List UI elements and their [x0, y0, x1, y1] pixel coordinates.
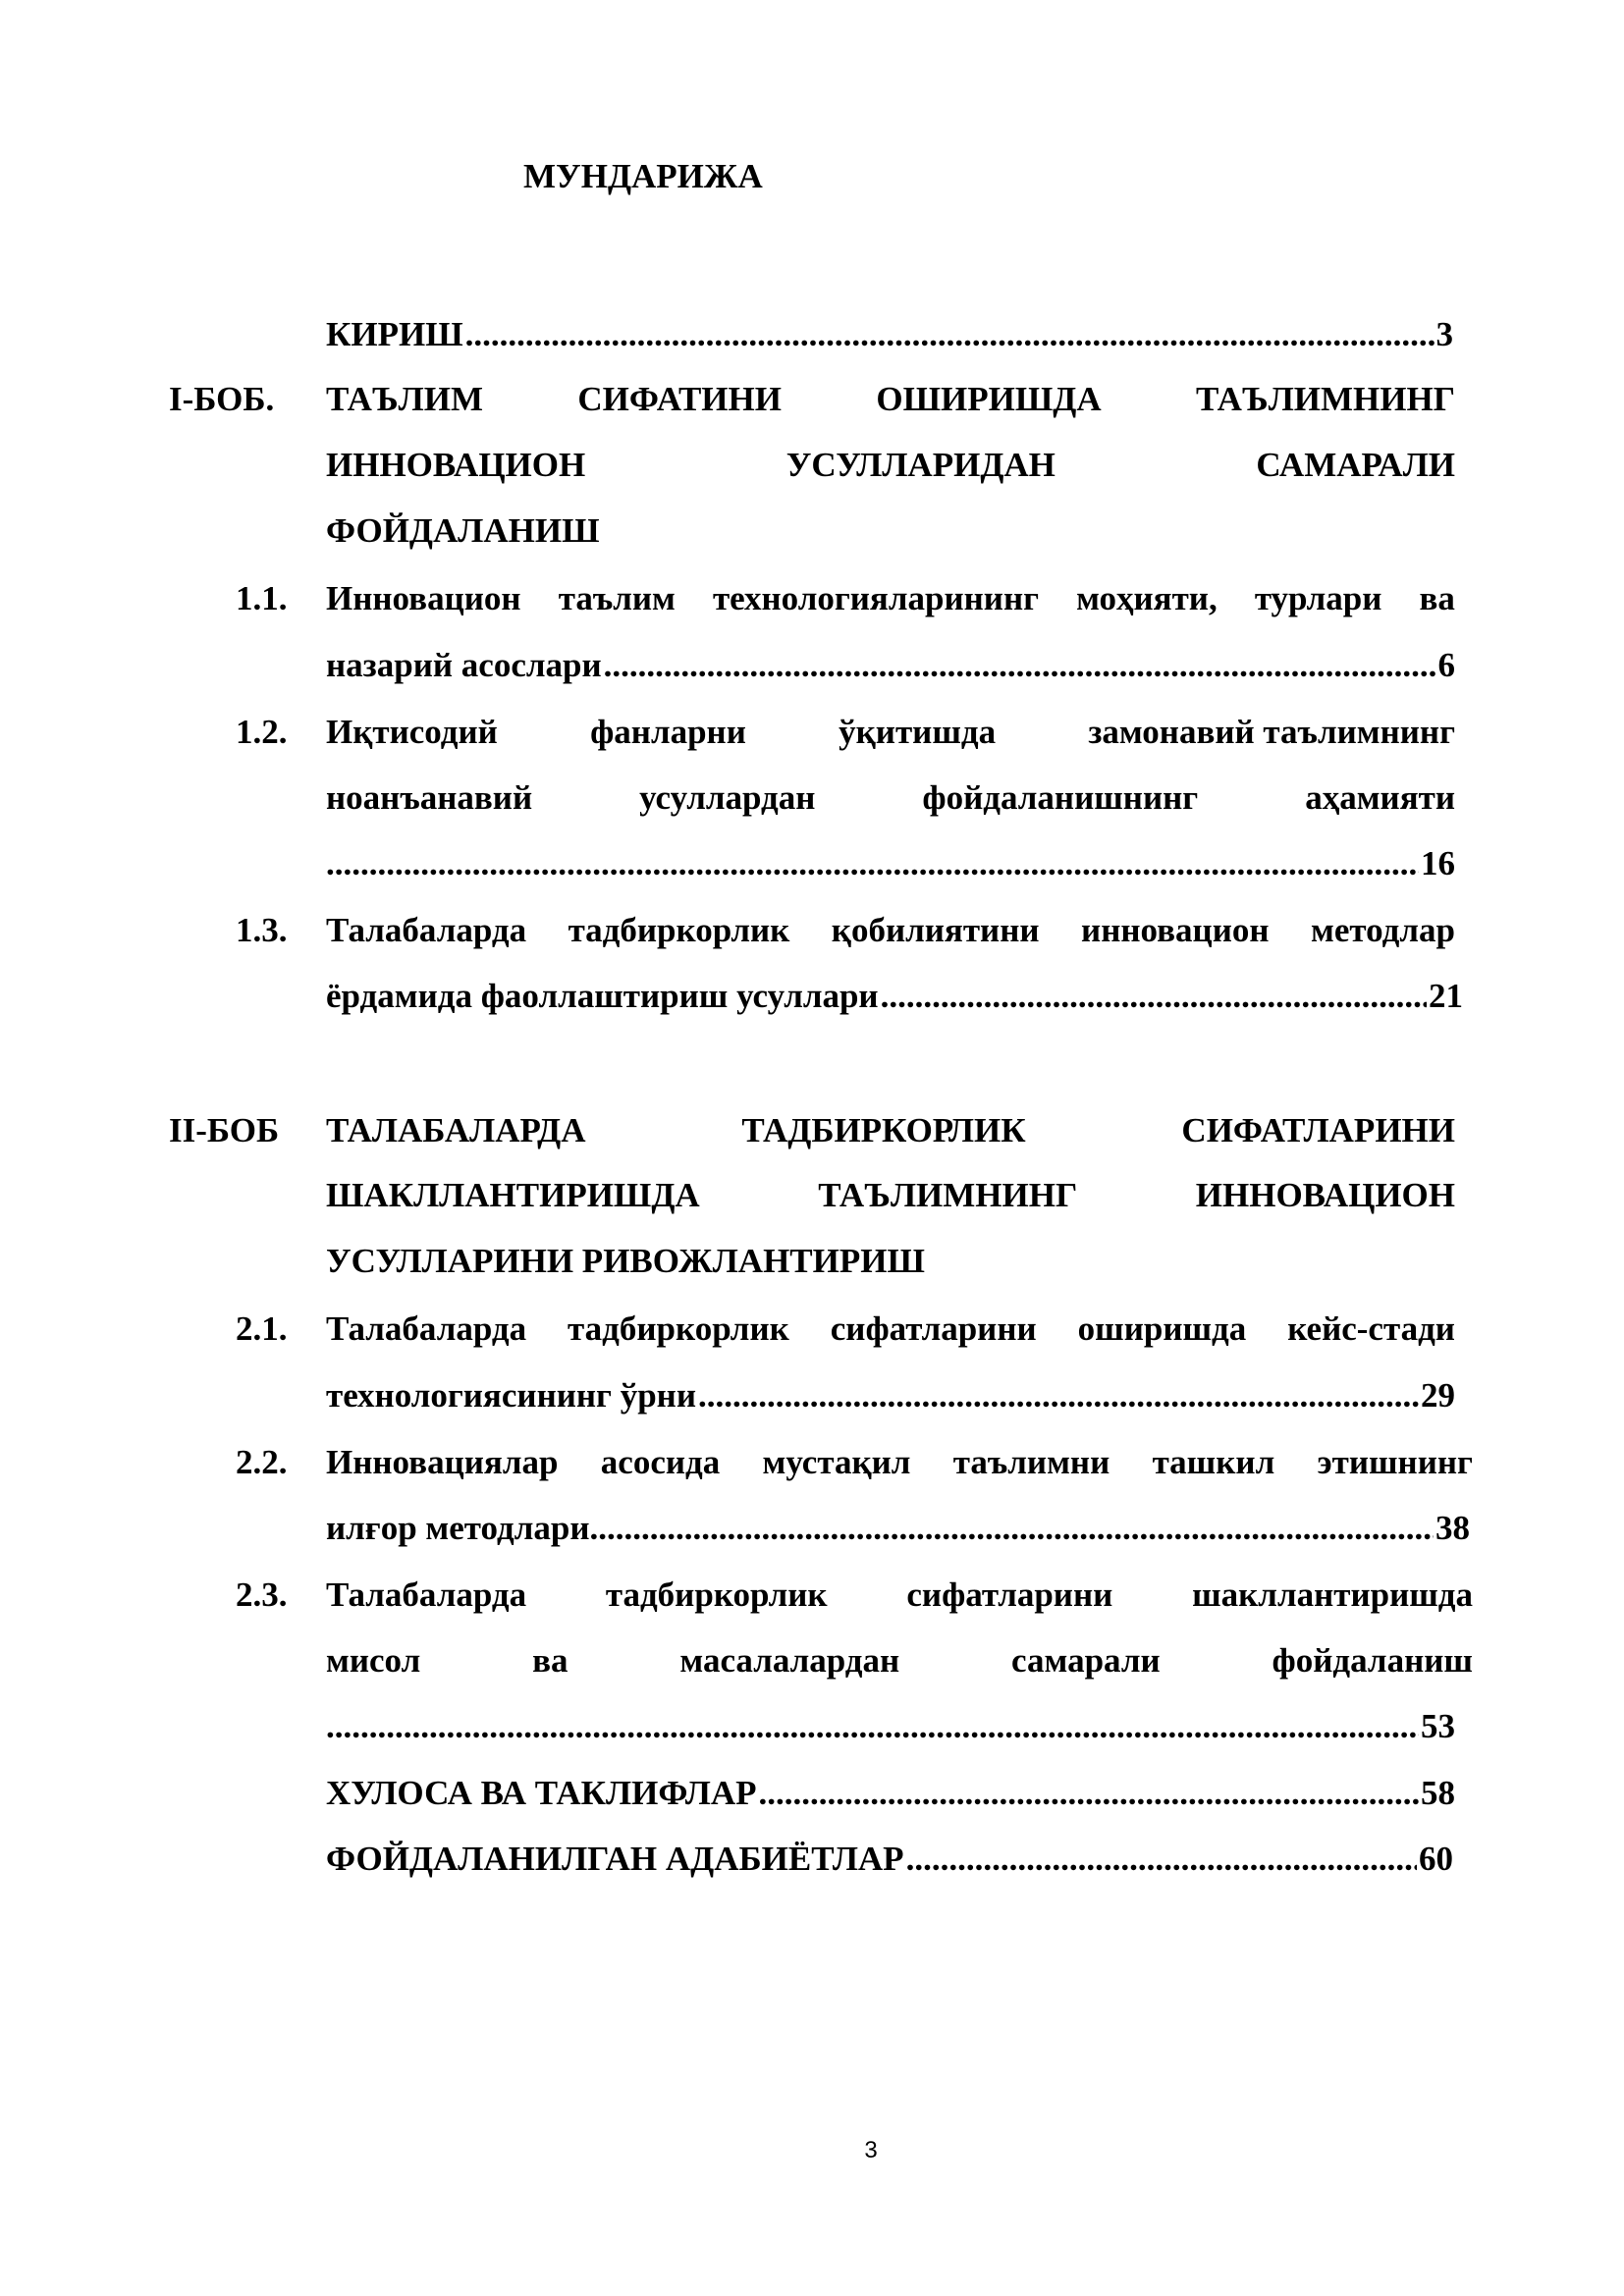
section-title-line[interactable] — [326, 1574, 1473, 1617]
word: УСУЛЛАРИДАН — [785, 446, 1056, 484]
word: Инновациялар — [326, 1443, 559, 1481]
section-number: 2.2. — [236, 1443, 288, 1481]
section-number: 2.1. — [236, 1309, 288, 1348]
word: ТАЪЛИМ — [326, 380, 483, 418]
page-number: 3 — [864, 2137, 878, 2163]
toc-entry-intro[interactable] — [326, 313, 1453, 356]
toc-page-number: 21 — [1429, 977, 1463, 1015]
word: мисол — [326, 1641, 421, 1680]
word: ноанъанавий — [326, 778, 533, 817]
word: ТАЪЛИМНИНГ — [1196, 380, 1455, 418]
word: мустақил — [762, 1443, 911, 1481]
word: кейс-стади — [1287, 1309, 1455, 1348]
word: самарали — [1011, 1641, 1161, 1680]
toc-entry-label: назарий асослари — [326, 646, 602, 684]
word: САМАРАЛИ — [1256, 446, 1455, 484]
word: СИФАТИНИ — [577, 380, 782, 418]
word: моҳияти, — [1076, 579, 1218, 617]
word: ТАЪЛИМНИНГ — [818, 1176, 1078, 1214]
toc-page-number: 58 — [1421, 1774, 1455, 1812]
chapter-title-line[interactable] — [326, 1174, 1455, 1217]
word: инновацион — [1081, 911, 1270, 949]
chapter-number: I-БОБ. — [169, 380, 275, 418]
toc-page-number: 53 — [1421, 1707, 1455, 1745]
word: қобилиятини — [831, 911, 1040, 949]
section-title-line[interactable] — [326, 1441, 1473, 1484]
word: методлар — [1311, 911, 1455, 949]
word: асосида — [600, 1443, 721, 1481]
section-title-line[interactable] — [326, 711, 1455, 754]
chapter-number: II-БОБ — [169, 1111, 280, 1149]
section-title-line[interactable] — [326, 842, 1455, 885]
dot-leader — [759, 1772, 1419, 1815]
word: тадбиркорлик — [605, 1575, 828, 1614]
toc-page-number: 29 — [1421, 1376, 1455, 1415]
word: этишнинг — [1317, 1443, 1473, 1481]
toc-page-number: 3 — [1435, 315, 1453, 353]
section-number: 1.3. — [236, 911, 288, 949]
section-title-line[interactable] — [326, 1705, 1455, 1748]
section-title-line[interactable] — [326, 1639, 1473, 1682]
word: турлари — [1254, 579, 1382, 617]
section-number: 1.1. — [236, 579, 288, 617]
chapter-title-line[interactable]: УСУЛЛАРИНИ РИВОЖЛАНТИРИШ — [326, 1242, 925, 1280]
chapter-title-line[interactable] — [326, 1109, 1455, 1152]
toc-entry-label: технологиясининг ўрни — [326, 1376, 697, 1415]
section-title-line[interactable] — [326, 577, 1455, 620]
word: Талабаларда — [326, 1575, 527, 1614]
toc-page-number: 38 — [1435, 1509, 1470, 1547]
section-title-line[interactable] — [326, 1374, 1455, 1417]
word: фанларни — [590, 713, 746, 751]
word: усуллардан — [639, 778, 816, 817]
chapter-title-line[interactable] — [326, 378, 1455, 421]
word: тадбиркорлик — [568, 911, 790, 949]
section-title-line[interactable] — [326, 909, 1455, 952]
word: ТАЛАБАЛАРДА — [326, 1111, 586, 1149]
word: Инновацион — [326, 579, 521, 617]
word: фойдаланишнинг — [922, 778, 1199, 817]
dot-leader — [698, 1374, 1419, 1417]
section-number: 2.3. — [236, 1575, 288, 1614]
word: фойдаланиш — [1272, 1641, 1473, 1680]
word: Талабаларда — [326, 1309, 527, 1348]
toc-title: МУНДАРИЖА — [523, 157, 763, 195]
word: ва — [1419, 579, 1455, 617]
section-title-line[interactable] — [326, 975, 1463, 1018]
toc-entry-label: ФОЙДАЛАНИЛГАН АДАБИЁТЛАР — [326, 1840, 904, 1878]
word: ИННОВАЦИОН — [1195, 1176, 1455, 1214]
toc-entry-label: ёрдамида фаоллаштириш усуллари — [326, 977, 879, 1015]
toc-entry-references[interactable] — [326, 1838, 1453, 1881]
toc-entry-label: илғор методлари — [326, 1509, 590, 1547]
word: ўқитишда — [839, 713, 997, 751]
word: ташкил — [1152, 1443, 1275, 1481]
word: шакллантиришда — [1192, 1575, 1473, 1614]
word: аҳамияти — [1305, 778, 1455, 817]
word: масалалардан — [679, 1641, 900, 1680]
word: таълимни — [952, 1443, 1110, 1481]
toc-entry-label: КИРИШ — [326, 315, 463, 353]
word: Талабаларда — [326, 911, 527, 949]
toc-page-number: 60 — [1419, 1840, 1453, 1878]
word: технологияларининг — [712, 579, 1040, 617]
chapter-title-line[interactable] — [326, 444, 1455, 487]
dot-leader — [465, 313, 1435, 356]
chapter-title-line[interactable]: ФОЙДАЛАНИШ — [326, 511, 600, 550]
word: ОШИРИШДА — [876, 380, 1102, 418]
dot-leader — [326, 1705, 1419, 1748]
section-title-line[interactable] — [326, 1308, 1455, 1351]
dot-leader — [906, 1838, 1417, 1881]
dot-leader — [604, 644, 1436, 687]
toc-entry-conclusion[interactable] — [326, 1772, 1455, 1815]
word: тадбиркорлик — [568, 1309, 789, 1348]
word: сифатларини — [830, 1309, 1037, 1348]
toc-page-number: 6 — [1437, 646, 1455, 684]
section-title-line[interactable] — [326, 1507, 1470, 1550]
section-title-line[interactable] — [326, 644, 1455, 687]
dot-leader — [881, 975, 1427, 1018]
word: оширишда — [1077, 1309, 1247, 1348]
toc-entry-label: ХУЛОСА ВА ТАКЛИФЛАР — [326, 1774, 757, 1812]
word: ТАДБИРКОРЛИК — [741, 1111, 1026, 1149]
toc-page-number: 16 — [1421, 844, 1455, 882]
word: ИННОВАЦИОН — [326, 446, 586, 484]
word: Иқтисодий — [326, 713, 498, 751]
word: ШАКЛЛАНТИРИШДА — [326, 1176, 700, 1214]
word: ва — [532, 1641, 568, 1680]
word: таълим — [558, 579, 676, 617]
word: замонавий таълимнинг — [1088, 713, 1455, 751]
section-number: 1.2. — [236, 713, 288, 751]
word: сифатларини — [906, 1575, 1113, 1614]
dot-leader — [326, 842, 1419, 885]
section-title-line[interactable] — [326, 776, 1455, 820]
word: СИФАТЛАРИНИ — [1181, 1111, 1455, 1149]
dot-leader — [589, 1507, 1434, 1550]
